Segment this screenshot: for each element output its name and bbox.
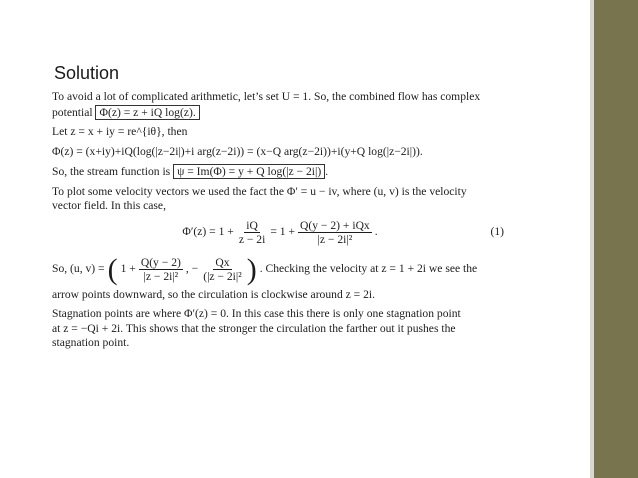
numerator: Qx bbox=[215, 256, 230, 269]
denominator: (|z − 2i|² bbox=[203, 270, 242, 283]
eq-mid: = 1 + bbox=[270, 225, 295, 239]
fraction bbox=[201, 256, 243, 283]
open-paren: ( bbox=[107, 252, 118, 286]
slide-title: Solution bbox=[54, 63, 120, 83]
numerator: iQ bbox=[246, 219, 258, 232]
fraction bbox=[237, 219, 268, 246]
numerator: Q(y − 2) bbox=[140, 256, 181, 269]
eq-lhs: Φ′(z) = 1 + bbox=[182, 225, 234, 239]
uv-comma: , − bbox=[185, 262, 199, 276]
denominator: |z − 2i|² bbox=[317, 233, 353, 246]
text-line bbox=[52, 105, 508, 121]
text-span: potential bbox=[52, 105, 93, 119]
equation-1 bbox=[52, 214, 508, 252]
denominator: |z − 2i|² bbox=[143, 270, 179, 283]
equation-number: (1) bbox=[490, 225, 504, 239]
boxed-stream-function: ψ = Im(Φ) = y + Q log(|z − 2i|) bbox=[173, 164, 325, 179]
text-line: To avoid a lot of complicated arithmetic, let’s set U = 1. So, the combined flow has complex bbox=[52, 90, 481, 103]
text-line: Stagnation points are where Φ′(z) = 0. In this case this there is only one stagnation point bbox=[52, 307, 461, 320]
text-span: . bbox=[325, 165, 329, 178]
equation-body bbox=[52, 219, 508, 246]
uv-lhs: So, (u, v) = bbox=[52, 262, 105, 276]
equation-line: Φ(z) = (x+iy)+iQ(log(|z−2i|)+i arg(z−2i)) = (x−Q arg(z−2i))+i(y+Q log(|z−2i|)). bbox=[52, 144, 423, 158]
text-line: vector field. In this case, bbox=[52, 199, 166, 212]
text-line: Let z = x + iy = re^{iθ}, then bbox=[52, 125, 188, 138]
text-line: stagnation point. bbox=[52, 336, 130, 349]
velocity-equation bbox=[52, 252, 508, 288]
text-line bbox=[52, 164, 508, 180]
close-paren: ) bbox=[246, 252, 257, 286]
fraction bbox=[139, 256, 183, 283]
right-decorative-bar bbox=[594, 0, 638, 478]
uv-one: 1 + bbox=[120, 262, 136, 276]
text-span: So, the stream function is bbox=[52, 165, 171, 178]
uv-rest: . Checking the velocity at z = 1 + 2i we see the bbox=[259, 262, 478, 276]
denominator: z − 2i bbox=[238, 233, 266, 246]
text-line: arrow points downward, so the circulation is clockwise around z = 2i. bbox=[52, 287, 376, 301]
eq-end: . bbox=[374, 225, 378, 239]
fraction bbox=[298, 219, 372, 246]
boxed-potential: Φ(z) = z + iQ log(z). bbox=[95, 105, 199, 120]
numerator: Q(y − 2) + iQx bbox=[299, 219, 370, 232]
text-line: at z = −Qi + 2i. This shows that the stronger the circulation the farther out it pushes the bbox=[52, 321, 456, 335]
solution-text bbox=[52, 90, 508, 351]
text-line: To plot some velocity vectors we used the fact the Φ′ = u − iv, where (u, v) is the velocity bbox=[52, 184, 467, 198]
